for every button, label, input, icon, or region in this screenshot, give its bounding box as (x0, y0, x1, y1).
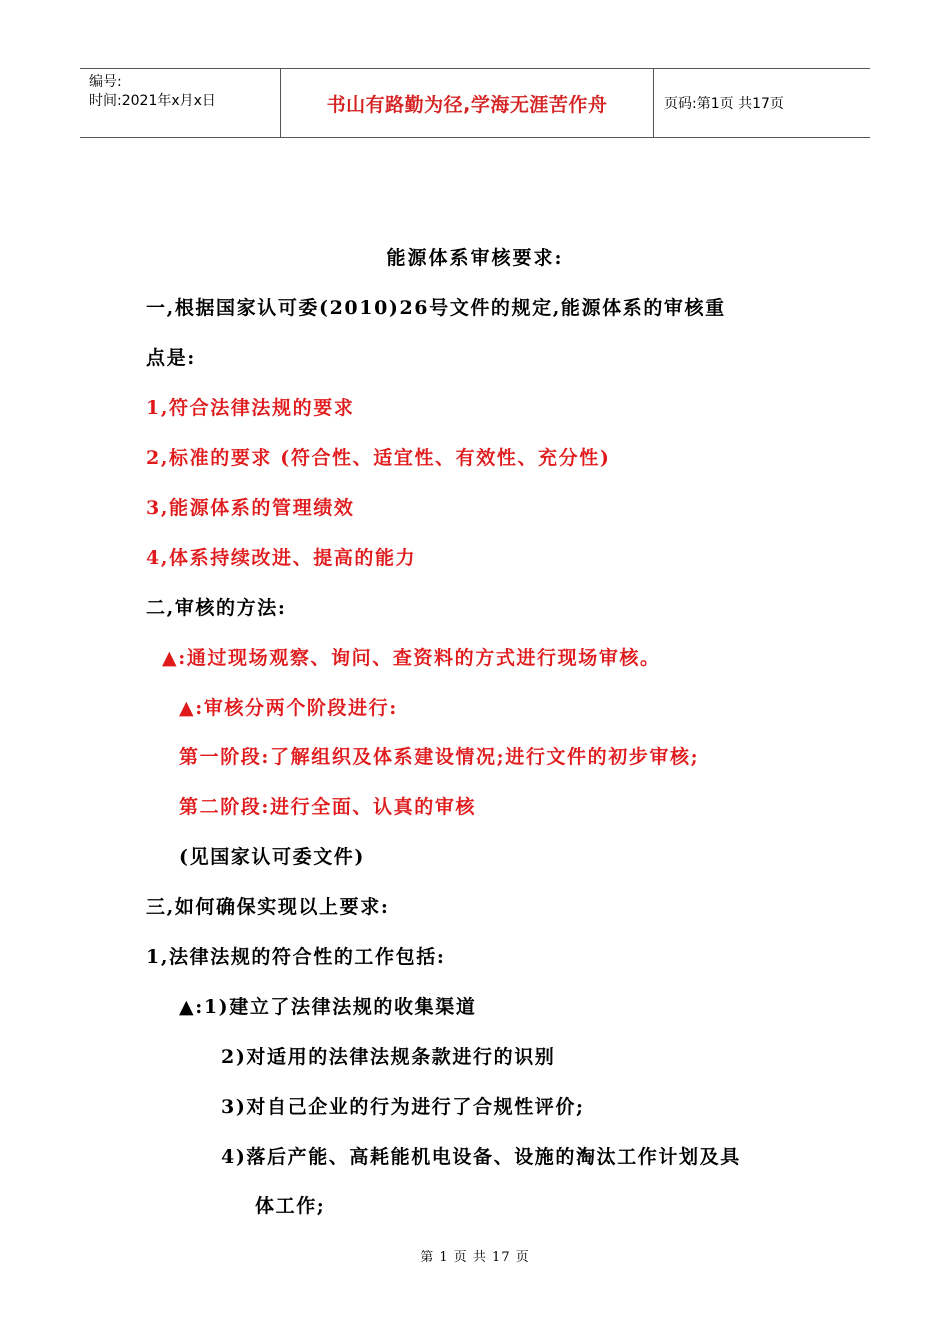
requirement-2: 2,标准的要求 (符合性、适宜性、有效性、充分性) (146, 447, 611, 469)
header-meta (80, 69, 281, 137)
requirement-3: 3,能源体系的管理绩效 (146, 497, 355, 519)
requirement-4: 4,体系持续改进、提高的能力 (146, 547, 417, 569)
header-time-label: 时间:2021年x月x日 (89, 93, 216, 109)
section-1-line-2: 点是: (146, 347, 196, 369)
section-3-heading: 三,如何确保实现以上要求: (146, 896, 390, 918)
method-2: ▲:审核分两个阶段进行: (179, 697, 398, 719)
header-number-label: 编号: (89, 74, 122, 90)
requirement-1: 1,符合法律法规的要求 (146, 397, 355, 419)
stage-1: 第一阶段:了解组织及体系建设情况;进行文件的初步审核; (179, 746, 700, 768)
law-item-4-line-2: 体工作; (255, 1195, 326, 1217)
section-2-heading: 二,审核的方法: (146, 597, 287, 619)
document-title: 能源体系审核要求: (386, 247, 564, 269)
page-header (80, 68, 870, 138)
law-item-2: 2)对适用的法律法规条款进行的识别 (221, 1046, 556, 1068)
page-footer: 第 1 页 共 17 页 (420, 1250, 530, 1265)
header-motto: 书山有路勤为径,学海无涯苦作舟 (281, 69, 654, 137)
header-page-info: 页码:第1页 共17页 (664, 96, 784, 112)
reference-note: (见国家认可委文件) (179, 846, 365, 868)
law-item-4-line-1: 4)落后产能、高耗能机电设备、设施的淘汰工作计划及具 (221, 1146, 741, 1168)
method-1: ▲:通过现场观察、询问、查资料的方式进行现场审核。 (162, 647, 661, 669)
stage-2: 第二阶段:进行全面、认真的审核 (179, 796, 477, 818)
law-item-1: ▲:1)建立了法律法规的收集渠道 (179, 996, 477, 1018)
section-3-item-1: 1,法律法规的符合性的工作包括: (146, 946, 446, 968)
section-1-line-1: 一,根据国家认可委(2010)26号文件的规定,能源体系的审核重 (146, 297, 726, 319)
law-item-3: 3)对自己企业的行为进行了合规性评价; (221, 1096, 585, 1118)
